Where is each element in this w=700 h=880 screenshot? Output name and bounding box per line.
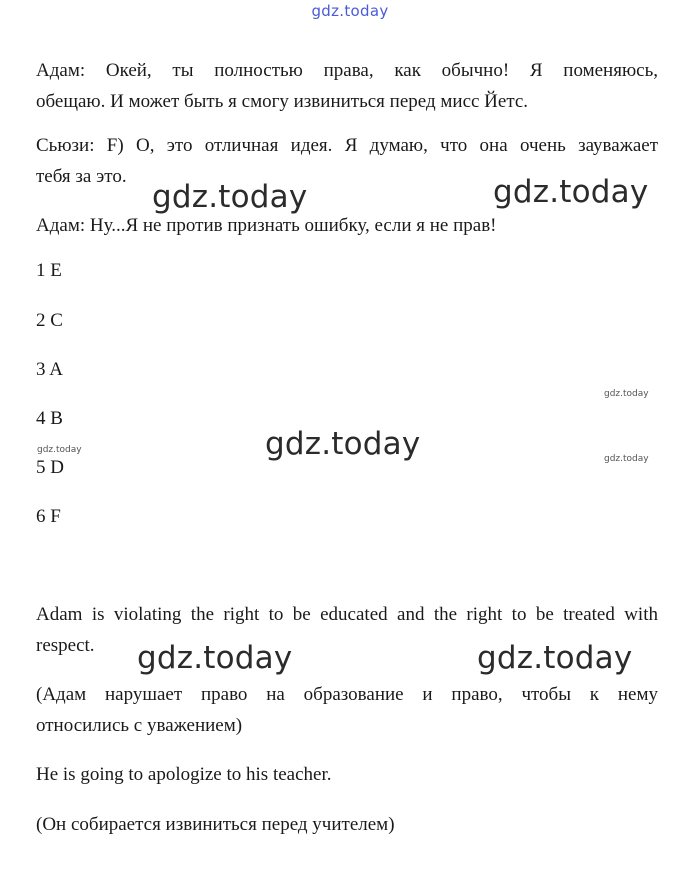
watermark: gdz.today xyxy=(152,179,308,215)
analysis-line: respect. xyxy=(36,635,95,656)
watermark-small: gdz.today xyxy=(37,445,82,455)
answer-item: 4 B xyxy=(36,408,63,429)
analysis-en-2 xyxy=(36,759,658,790)
watermark-small: gdz.today xyxy=(604,389,649,399)
answer-item: 1 E xyxy=(36,260,62,281)
watermark-small: gdz.today xyxy=(604,454,649,464)
answer-item: 6 F xyxy=(36,506,61,527)
analysis-line: (Он собирается извиниться перед учителем) xyxy=(36,814,395,835)
analysis-line: (Адам нарушает право на образование и право, чтобы к нему xyxy=(36,684,658,705)
watermark: gdz.today xyxy=(493,174,649,210)
dialogue-line: Адам: Ну...Я не против признать ошибку, если я не прав! xyxy=(36,215,497,236)
analysis-line: относились с уважением) xyxy=(36,715,243,736)
answer-item: 2 C xyxy=(36,310,63,331)
dialogue-line: обещаю. И может быть я смогу извиниться перед мисс Йетс. xyxy=(36,91,529,112)
analysis-line: Adam is violating the right to be educated and the right to be treated with xyxy=(36,604,658,625)
dialogue-adam-1 xyxy=(36,55,658,117)
analysis-ru-2 xyxy=(36,809,658,840)
analysis-ru-1 xyxy=(36,679,658,741)
site-logo: gdz.today xyxy=(311,2,389,20)
dialogue-line: тебя за это. xyxy=(36,166,127,187)
watermark: gdz.today xyxy=(137,640,293,676)
dialogue-line: Адам: Окей, ты полностью права, как обычно! Я поменяюсь, xyxy=(36,60,658,81)
dialogue-line: Сьюзи: F) О, это отличная идея. Я думаю, что она очень зауважает xyxy=(36,135,658,156)
answer-item: 5 D xyxy=(36,457,64,478)
watermark: gdz.today xyxy=(265,426,421,462)
answer-item: 3 A xyxy=(36,359,63,380)
dialogue-adam-2 xyxy=(36,210,658,241)
watermark: gdz.today xyxy=(477,640,633,676)
analysis-line: He is going to apologize to his teacher. xyxy=(36,764,332,785)
